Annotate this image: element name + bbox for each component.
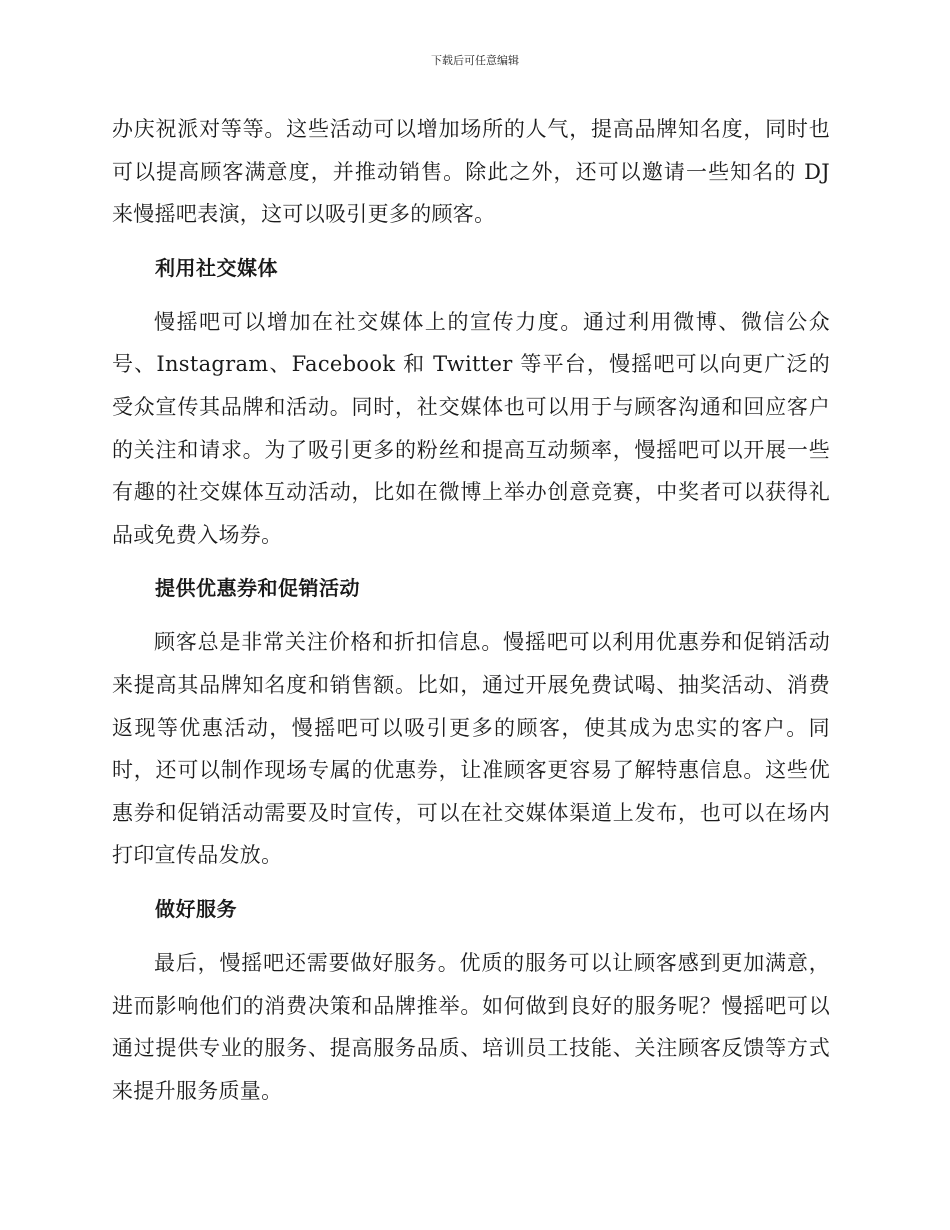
spacer [112, 609, 830, 621]
section-heading-social-media: 利用社交媒体 [155, 255, 278, 280]
document-body [112, 108, 830, 1112]
section-heading-service: 做好服务 [155, 896, 237, 921]
spacer [112, 556, 830, 567]
section-heading-coupons: 提供优惠券和促销活动 [155, 576, 360, 601]
spacer [112, 289, 830, 301]
intro-paragraph: 办庆祝派对等等。这些活动可以增加场所的人气，提高品牌知名度，同时也可以提高顾客满意度，并推动销售。除此之外，还可以邀请一些知名的 DJ 来慢摇吧表演，这可以吸引更多的顾客。 [112, 117, 830, 227]
spacer [112, 236, 830, 247]
spacer [112, 930, 830, 942]
coupons-paragraph: 顾客总是非常关注价格和折扣信息。慢摇吧可以利用优惠券和促销活动来提高其品牌知名度和销售额。比如，通过开展免费试喝、抽奖活动、消费返现等优惠活动，慢摇吧可以吸引更多的顾客，使其成为忠实的客户。同时，还可以制作现场专属的优惠券，让准顾客更容易了解特惠信息。这些优惠券和促销活动需要及时宣传，可以在社交媒体渠道上发布，也可以在场内打印宣传品发放。 [112, 630, 830, 868]
page-header: 下载后可任意编辑 [431, 54, 519, 67]
social-media-paragraph: 慢摇吧可以增加在社交媒体上的宣传力度。通过利用微博、微信公众号、Instagram、Facebook 和 Twitter 等平台，慢摇吧可以向更广泛的受众宣传其品牌和活动。同时，社交媒体也可以用于与顾客沟通和回应客户的关注和请求。为了吸引更多的粉丝和提高互动频率，慢摇吧可以开展一些有趣的社交媒体互动活动，比如在微博上举办创意竞赛，中奖者可以获得礼品或免费入场券。 [112, 309, 830, 547]
service-paragraph: 最后，慢摇吧还需要做好服务。优质的服务可以让顾客感到更加满意，进而影响他们的消费决策和品牌推举。如何做到良好的服务呢？慢摇吧可以通过提供专业的服务、提高服务品质、培训员工技能、关注顾客反馈等方式来提升服务质量。 [112, 950, 830, 1103]
spacer [112, 877, 830, 888]
